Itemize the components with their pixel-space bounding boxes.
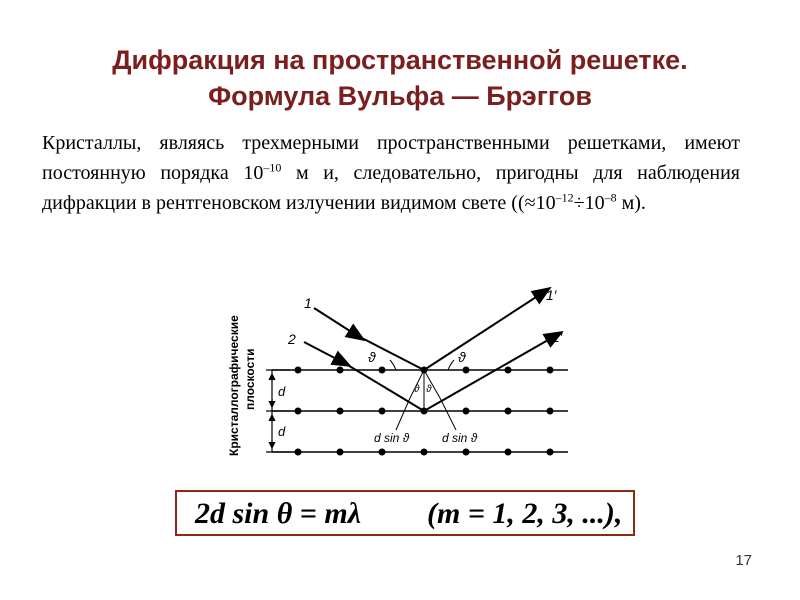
formula-condition [427, 496, 622, 532]
planes-label-line-1: Кристаллографические [227, 315, 241, 456]
exponent-3: –8 [604, 190, 617, 205]
spacing-label-d-2: d [278, 424, 286, 439]
paragraph-text-2: м и, следовательно, пригодны для наблюдения дифракции в рентгеновском излучении видимом свете ((≈10 [42, 162, 741, 214]
planes-label-line-2: плоскости [243, 348, 257, 410]
paragraph-text-3: ÷10 [573, 192, 605, 214]
slide-title [30, 42, 770, 114]
formula-equation [195, 496, 361, 532]
bragg-diffraction-diagram [210, 260, 600, 470]
ray-label-1-prime: 1′ [546, 287, 557, 303]
exponent-1: –10 [263, 160, 282, 175]
paragraph-text-4: м). [616, 192, 646, 214]
page-number: 17 [735, 552, 752, 569]
angle-label-inner-left: ϑ [414, 384, 420, 395]
angle-label-incident: ϑ [368, 349, 376, 365]
ray-label-2: 2 [288, 331, 296, 347]
angle-label-inner-right: ϑ [426, 384, 432, 395]
angle-label-reflected: ϑ [458, 349, 466, 365]
path-label-left: d sin ϑ [374, 431, 410, 445]
spacing-label-d-1: d [278, 384, 286, 399]
title-line-1: Дифракция на пространственной решетке. [112, 45, 688, 75]
rays [304, 288, 562, 411]
title-line-2: Формула Вульфа — Брэггов [208, 81, 592, 111]
formula-equation-text: 2d sin θ = mλ [195, 497, 362, 530]
bragg-formula-box [175, 490, 635, 536]
crystal-planes [272, 370, 568, 452]
formula-condition-text: (m = 1, 2, 3, ...), [427, 497, 623, 530]
paragraph-text-1: Кристаллы, являясь трехмерными пространственными решетками, имеют постоянную порядка 10 [42, 132, 740, 184]
ray-label-2-prime: 2′ [552, 329, 563, 345]
exponent-2: –12 [555, 190, 574, 205]
description-paragraph [42, 128, 740, 218]
ray-label-1: 1 [304, 295, 312, 311]
path-label-right: d sin ϑ [442, 431, 478, 445]
